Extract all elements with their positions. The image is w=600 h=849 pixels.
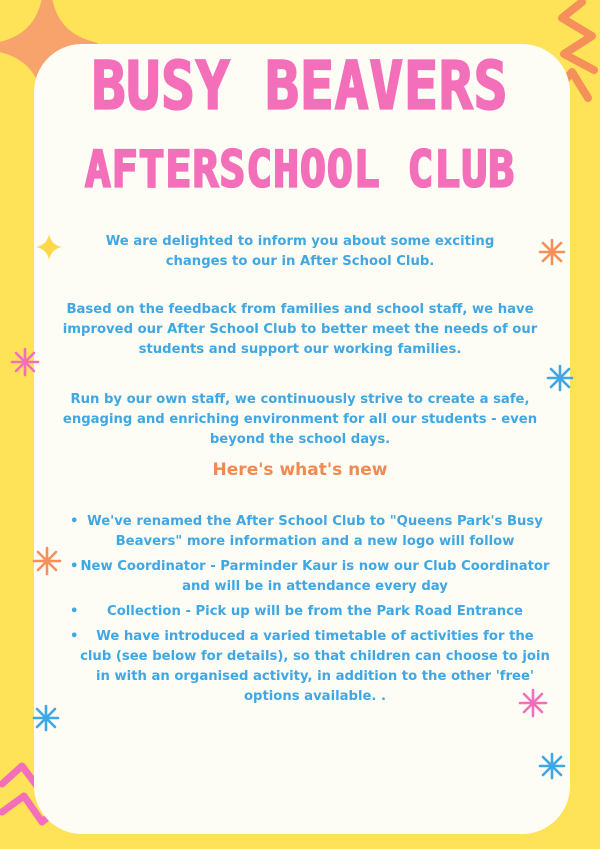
news-list [60, 512, 550, 712]
list-item-text: Collection - Pick up will be from the Park Road Entrance [107, 604, 523, 619]
blue-asterisk-icon [32, 704, 60, 732]
list-item-text: We have introduced a varied timetable of activities for the club (see below for details), so that children can choose to join in with an organised activity, in addition to the other 'free' options available. . [80, 629, 550, 704]
bullet-dot-icon: • [70, 604, 79, 619]
intro-paragraph-1: We are delighted to inform you about some exciting changes to our in After School Club. [105, 234, 495, 269]
pink-asterisk-icon [10, 347, 40, 377]
section-heading: Here's what's new [212, 460, 388, 480]
orange-asterisk-icon [32, 546, 62, 576]
bullet-dot-icon: • [70, 559, 79, 574]
list-item-text: We've renamed the After School Club to "Queens Park's Busy Beavers" more information and a new logo will follow [87, 514, 543, 549]
blue-asterisk-icon [538, 752, 566, 780]
page-title: BUSY BEAVERS [91, 48, 509, 126]
list-item [60, 627, 550, 707]
bullet-dot-icon: • [70, 514, 79, 529]
page-subtitle: AFTERSCHOOL CLUB [84, 141, 516, 199]
list-item [60, 512, 550, 552]
intro-paragraph-2: Based on the feedback from families and school staff, we have improved our After School Club to better meet the needs of our students and support our working families. [62, 302, 538, 357]
list-item-text: New Coordinator - Parminder Kaur is now our Club Coordinator and will be in attendance every day [80, 559, 550, 594]
bullet-dot-icon: • [70, 629, 79, 644]
list-item [60, 602, 550, 622]
yellow-sparkle-icon [34, 232, 64, 262]
orange-asterisk-icon [538, 238, 566, 266]
intro-paragraph-3: Run by our own staff, we continuously strive to create a safe, engaging and enriching environment for all our students - even beyond the school days. [62, 392, 538, 447]
blue-asterisk-icon [546, 364, 574, 392]
list-item [60, 557, 550, 597]
